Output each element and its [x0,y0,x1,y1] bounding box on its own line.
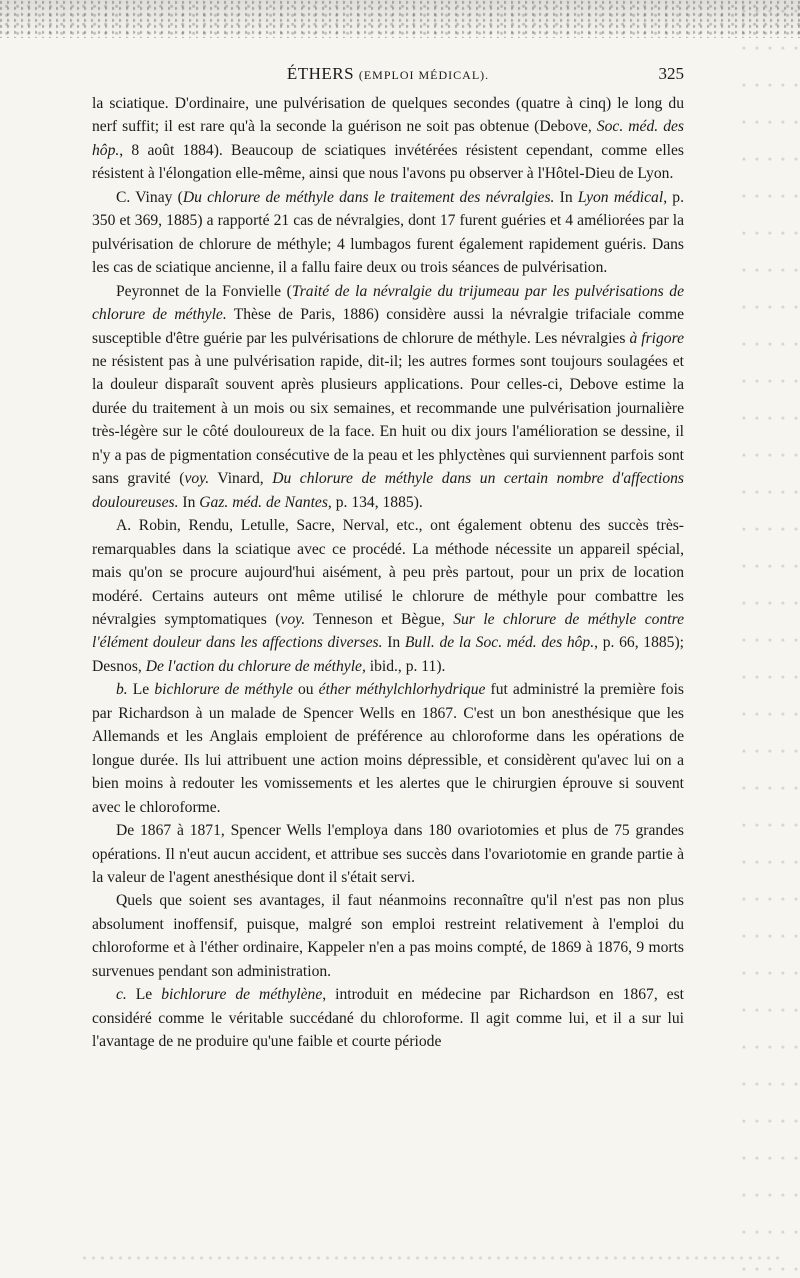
italic-text: Gaz. méd. de Nantes [199,493,328,511]
italic-text: à frigore [629,329,685,347]
italic-text: Soc. méd. des hôp. [92,118,684,159]
text-run: Le [127,681,155,699]
text-run: A. Robin, Rendu, Letulle, Sacre, Nerval, etc., ont également obtenu des succès très-remarquables dans la sciatique avec ce procédé. La méthode nécessite un appareil spécial, mais qu'on se procure aujourd'hui aisément, à peu près partout, pour un prix de location modéré. Certains auteurs ont même utilisé le chlorure de méthyle pour combattre les névralgies symptomatiques ( [92,517,684,628]
text-run: , p. 66, 1885); Desnos, [92,634,684,675]
running-title [92,64,684,84]
running-title-main: ÉTHERS [286,64,355,83]
text-run: In [178,493,200,511]
running-title-sub: (EMPLOI MÉDICAL). [358,68,490,82]
italic-text: voy. [184,470,210,488]
italic-text: bichlorure de méthylène [161,986,323,1004]
text-run: Thèse de Paris, 1886) considère aussi la névralgie trifaciale comme susceptible d'être guérie par les pulvérisations de chlorure de méthyle. Les névralgies [92,306,684,347]
text-run: De 1867 à 1871, Spencer Wells l'employa dans 180 ovariotomies et plus de 75 grandes opérations. Il n'eut aucun accident, et attribue ses succès dans l'ovariotomie en grande partie à la valeur de l'agent anesthésique dont il s'était servi. [92,822,684,886]
italic-text: éther méthylchlorhydrique [318,681,486,699]
paragraph [92,514,684,678]
paragraph [92,92,684,186]
text-run: ibid., p. 11). [365,657,446,675]
text-run: , p. 350 et 369, 1885) a rapporté 21 cas de névralgies, dont 17 furent guéries et 4 améliorées par la pulvérisation de chlorure de méthyle; 4 lumbagos furent également rapidement guéris. Dans les cas de sciatique ancienne, il a fallu faire deux ou trois séances de pulvérisation. [92,188,685,277]
scan-noise-bottom [80,1248,780,1268]
italic-text: Du chlorure de méthyle dans un certain nombre d'affections douloureuses. [92,470,685,511]
text-run: In [382,634,405,652]
text-run: , 8 août 1884). Beaucoup de sciatiques invétérées résistent cependant, comme elles résistent à l'élongation elle-même, ainsi que nous l'avons pu observer à l'Hôtel-Dieu de Lyon. [92,141,684,183]
text-run: , p. 134, 1885). [327,493,423,511]
italic-text: Traité de la névralgie du trijumeau par les pulvérisations de chlorure de méthyle. [92,282,685,324]
paragraph [92,889,684,983]
paragraph [92,678,684,819]
paragraph [92,819,684,889]
italic-text: c. [116,986,127,1004]
italic-text: Bull. de la Soc. méd. des hôp. [404,634,595,652]
text-run: Tenneson et Bègue, [305,610,454,628]
italic-text: Sur le chlorure de méthyle contre l'élément douleur dans les affections diverses. [92,610,685,652]
text-run: Le [126,986,162,1004]
text-run: In [554,188,578,206]
scan-noise-right [740,0,800,1278]
body-text [92,92,684,1054]
italic-text: bichlorure de méthyle [154,681,293,699]
paragraph [92,280,684,515]
text-run: Peyronnet de la Fonvielle ( [116,282,292,300]
italic-text: b. [116,681,128,699]
page-number: 325 [658,64,684,83]
scan-noise-top [0,0,800,38]
italic-text: Lyon médical [577,188,664,206]
page-header [92,64,684,88]
text-run: Vinard, [209,470,273,488]
text-run: ou [292,681,319,699]
text-run: ne résistent pas à une pulvérisation rapide, dit-il; les autres formes sont toujours soulagées et la douleur disparaît souvent après plusieurs applications. Pour celles-ci, Debove estime la durée du traitement à un mois ou six semaines, et recommande une pulvérisation journalière très-légère sur le côté douloureux de la face. En huit ou dix jours l'amélioration se dessine, il n'y a pas de pigmentation consécutive de la peau et les phlyctènes qui surviennent parfois sont sans gravité ( [92,352,684,488]
text-run: fut administré la première fois par Richardson à un malade de Spencer Wells en 1867. C'est un bon anesthésique que les Allemands et les Anglais emploient de préférence au chloroforme dans les opérations de longue durée. Ils lui attribuent une action moins dépressible, et considèrent qu'avec lui on a bien moins à redouter les vomissements et les alertes que le chirurgien éprouve si souvent avec le chloroforme. [92,681,684,816]
text-run: la sciatique. D'ordinaire, une pulvérisation de quelques secondes (quatre à cinq) le long du nerf suffit; il est rare qu'à la seconde la guérison ne soit pas obtenue (Debove, [92,95,684,136]
paragraph [92,186,684,280]
text-run: C. Vinay ( [116,188,183,206]
text-run: , introduit en médecine par Richardson en 1867, est considéré comme le véritable succédané du chloroforme. Il agit comme lui, et il a sur lui l'avantage de ne produire qu'une faible et courte période [92,986,684,1051]
italic-text: voy. [280,610,306,628]
italic-text: Du chlorure de méthyle dans le traitement des névralgies. [182,188,555,206]
italic-text: De l'action du chlorure de méthyle, [145,657,366,675]
text-run: Quels que soient ses avantages, il faut néanmoins reconnaître qu'il n'est pas non plus absolument inoffensif, puisque, malgré son emploi restreint relativement à l'emploi du chloroforme et à l'éther ordinaire, Kappeler n'en a pas moins compté, de 1869 à 1876, 9 morts survenues pendant son administration. [92,892,684,980]
paragraph [92,983,684,1053]
